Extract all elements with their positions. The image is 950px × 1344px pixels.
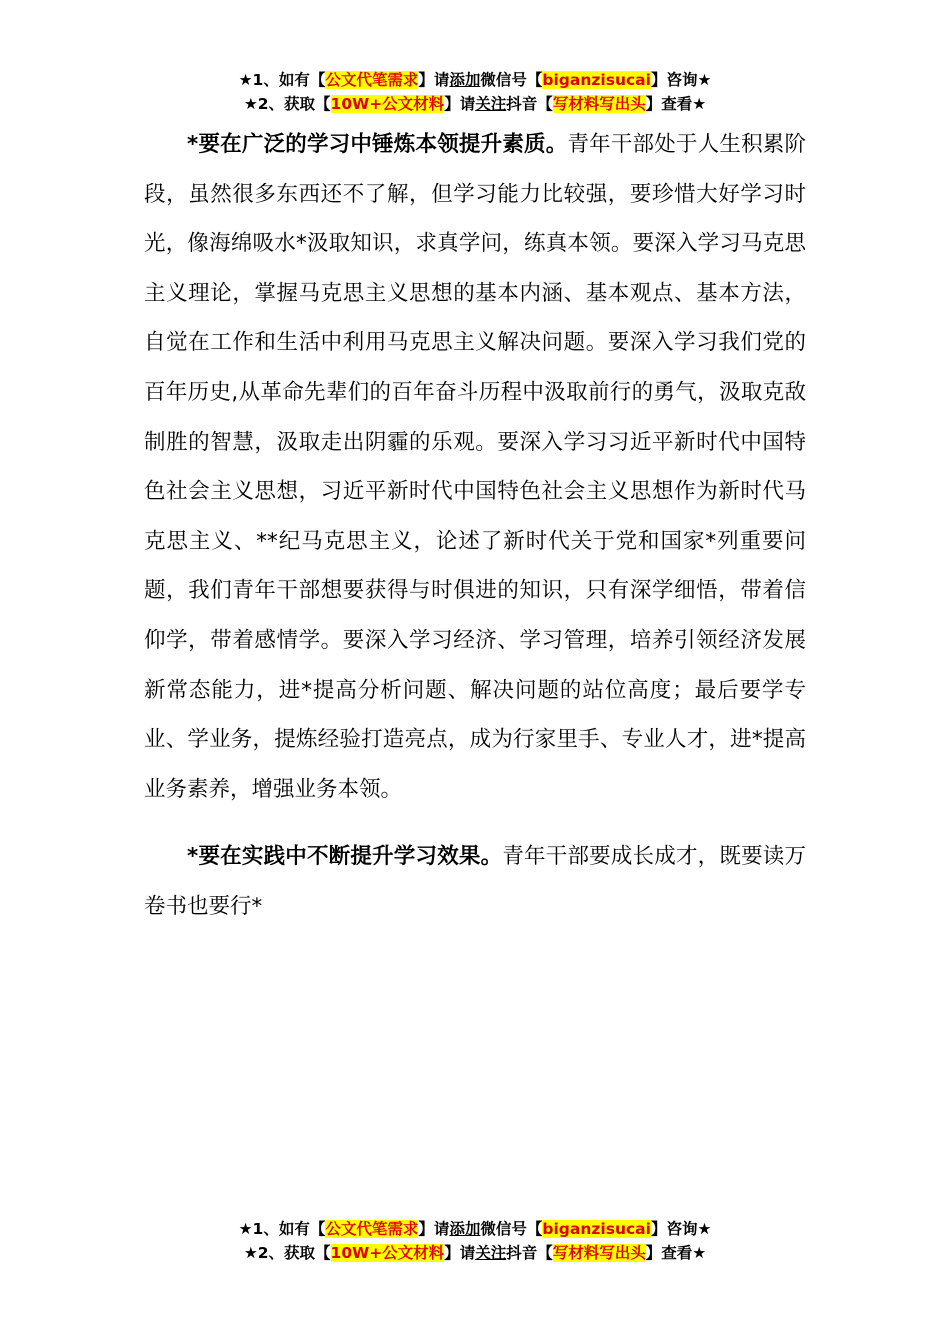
banner-line-1 — [0, 1217, 950, 1241]
banner-text: ★1、如有【 — [238, 71, 326, 89]
highlight-text: 公文代笔需求 — [325, 1220, 419, 1238]
underlined-text: 添加 — [449, 71, 481, 89]
highlight-text: 10W+公文材料 — [330, 95, 445, 113]
paragraph-1 — [144, 120, 806, 814]
banner-text: ★2、获取【 — [243, 95, 331, 113]
highlight-text: 公文代笔需求 — [325, 71, 419, 89]
banner-text: 】请 — [418, 71, 450, 89]
wechat-id: biganzisucai — [542, 71, 651, 89]
underlined-text: 关注 — [475, 1244, 507, 1262]
banner-text: 】请 — [418, 1220, 450, 1238]
banner-line-2 — [0, 1241, 950, 1265]
banner-text: 微信号【 — [480, 71, 543, 89]
banner-text: 】查看★ — [645, 1244, 707, 1262]
wechat-id: biganzisucai — [542, 1220, 651, 1238]
banner-text: 】请 — [444, 1244, 476, 1262]
paragraph-body: 青年干部要成长成才，既要读万卷书也要行* — [144, 844, 806, 919]
paragraph-2 — [144, 832, 806, 931]
banner-line-1 — [0, 68, 950, 92]
banner-text: ★1、如有【 — [238, 1220, 326, 1238]
douyin-account: 写材料写出头 — [552, 95, 646, 113]
banner-text: 抖音【 — [506, 95, 553, 113]
banner-line-2 — [0, 92, 950, 116]
highlight-text: 10W+公文材料 — [330, 1244, 445, 1262]
paragraph-lead: *要在广泛的学习中锤炼本领提升素质。 — [187, 132, 568, 157]
footer-banner — [0, 1217, 950, 1265]
douyin-account: 写材料写出头 — [552, 1244, 646, 1262]
underlined-text: 关注 — [475, 95, 507, 113]
header-banner — [0, 68, 950, 116]
paragraph-body: 青年干部处于人生积累阶段，虽然很多东西还不了解，但学习能力比较强，要珍惜大好学习时光，像海绵吸水*汲取知识，求真学问，练真本领。要深入学习马克思主义理论，掌握马克思主义思想的基本内涵、基本观点、基本方法，自觉在工作和生活中利用马克思主义解决问题。要深入学习我们党的百年历史,从革命先辈们的百年奋斗历程中汲取前行的勇气，汲取克敌制胜的智慧，汲取走出阴霾的乐观。要深入学习习近平新时代中国特色社会主义思想，习近平新时代中国特色社会主义思想作为新时代马克思主义、**纪马克思主义，论述了新时代关于党和国家*列重要问题，我们青年干部想要获得与时俱进的知识，只有深学细悟，带着信仰学，带着感情学。要深入学习经济、学习管理，培养引领经济发展新常态能力，进*提高分析问题、解决问题的站位高度；最后要学专业、学业务，提炼经验打造亮点，成为行家里手、专业人才，进*提高业务素养，增强业务本领。 — [144, 132, 806, 802]
banner-text: ★2、获取【 — [243, 1244, 331, 1262]
banner-text: 】查看★ — [645, 95, 707, 113]
underlined-text: 添加 — [449, 1220, 481, 1238]
banner-text: 】请 — [444, 95, 476, 113]
banner-text: 】咨询★ — [650, 71, 712, 89]
banner-text: 】咨询★ — [650, 1220, 712, 1238]
banner-text: 抖音【 — [506, 1244, 553, 1262]
paragraph-lead: *要在实践中不断提升学习效果。 — [187, 844, 503, 869]
banner-text: 微信号【 — [480, 1220, 543, 1238]
